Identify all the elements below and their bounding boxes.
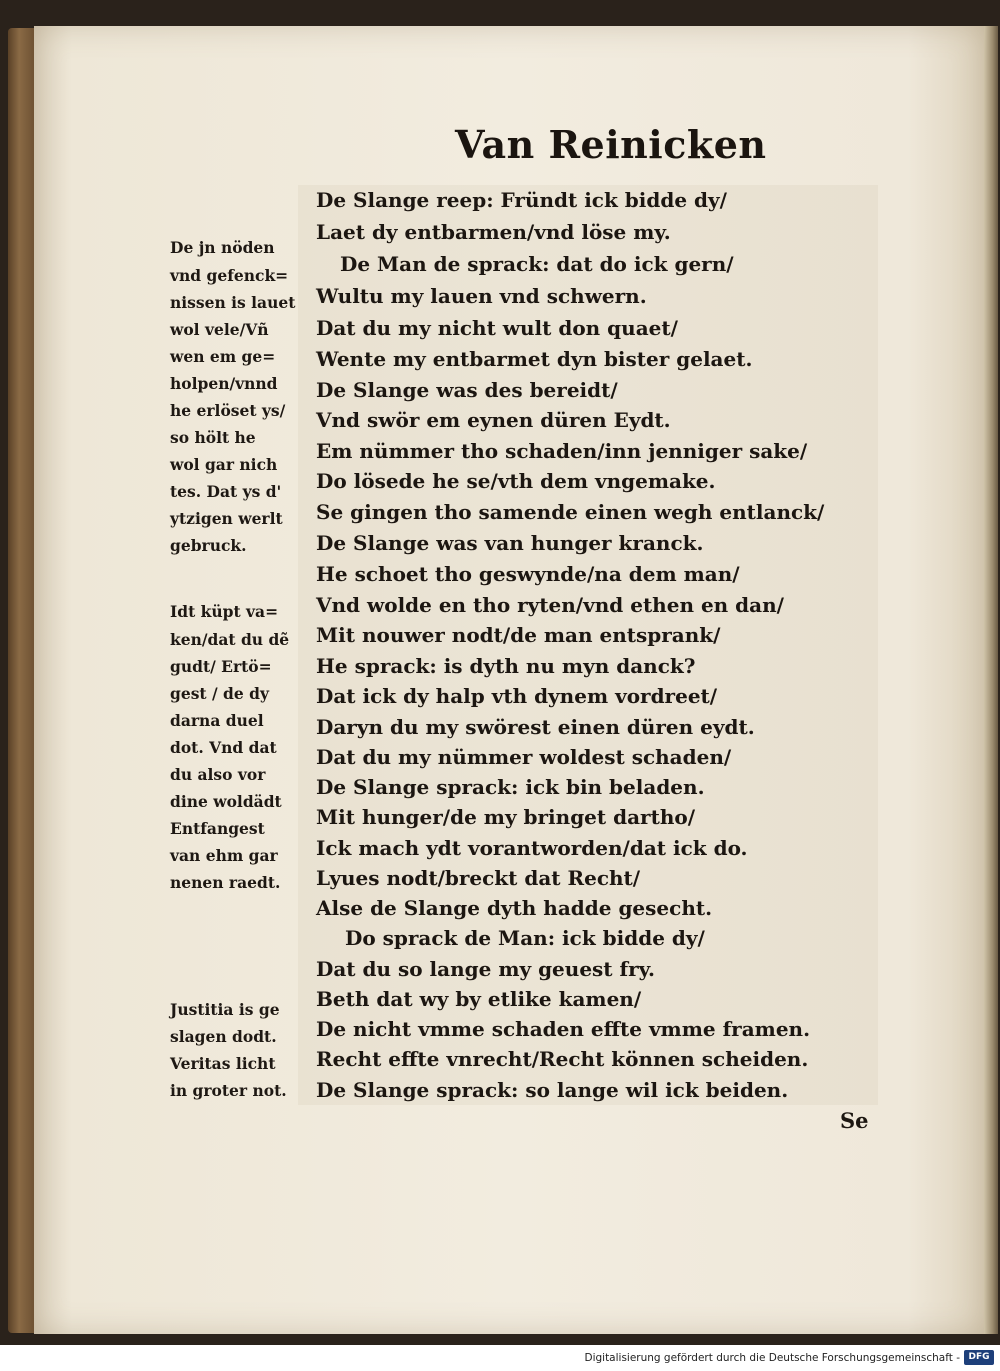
marginal-gloss: darna duel xyxy=(170,711,264,730)
marginal-gloss: so hölt he xyxy=(170,428,256,447)
marginal-gloss: De jn nöden xyxy=(170,238,275,257)
verse-line: Lyues nodt/breckt dat Recht/ xyxy=(316,866,641,890)
marginal-gloss: slagen dodt. xyxy=(170,1027,277,1046)
marginal-gloss: in groter not. xyxy=(170,1081,287,1100)
marginal-gloss: holpen/vnnd xyxy=(170,374,278,393)
verse-line: De Slange reep: Fründt ick bidde dy/ xyxy=(316,188,727,212)
verse-line: Wente my entbarmet dyn bister gelaet. xyxy=(316,347,753,371)
verse-line: Dat ick dy halp vth dynem vordreet/ xyxy=(316,684,718,708)
marginal-gloss: he erlöset ys/ xyxy=(170,401,286,420)
verse-line: De Slange was van hunger kranck. xyxy=(316,531,704,555)
verse-line: Do sprack de Man: ick bidde dy/ xyxy=(345,926,705,950)
verse-line: De Slange was des bereidt/ xyxy=(316,378,618,402)
marginal-gloss: dot. Vnd dat xyxy=(170,738,277,757)
marginal-gloss: wol gar nich xyxy=(170,455,278,474)
marginal-gloss: Entfangest xyxy=(170,819,265,838)
verse-line: Dat du my nümmer woldest schaden/ xyxy=(316,745,732,769)
marginal-gloss: vnd gefenck= xyxy=(170,266,289,285)
marginal-gloss: Veritas licht xyxy=(170,1054,276,1073)
verse-line: Em nümmer tho schaden/inn jenniger sake/ xyxy=(316,439,808,463)
verse-line: Alse de Slange dyth hadde gesecht. xyxy=(316,896,713,920)
marginal-gloss: tes. Dat ys d' xyxy=(170,482,282,501)
dfg-logo: DFG xyxy=(964,1350,994,1365)
catchword: Se xyxy=(840,1108,869,1133)
verse-line: De nicht vmme schaden effte vmme framen. xyxy=(316,1017,811,1041)
footer-credit: Digitalisierung gefördert durch die Deutsche Forschungsgemeinschaft - xyxy=(584,1352,960,1364)
marginal-gloss: gudt/ Ertö= xyxy=(170,657,272,676)
marginal-gloss: Idt küpt va= xyxy=(170,602,279,621)
book-binding-edge xyxy=(8,28,36,1333)
marginal-gloss: wen em ge= xyxy=(170,347,276,366)
marginal-gloss: dine woldädt xyxy=(170,792,282,811)
marginal-gloss: gebruck. xyxy=(170,536,247,555)
verse-line: De Man de sprack: dat do ick gern/ xyxy=(340,252,734,276)
verse-line: Wultu my lauen vnd schwern. xyxy=(316,284,647,308)
verse-line: Vnd swör em eynen düren Eydt. xyxy=(316,408,671,432)
marginal-gloss: nenen raedt. xyxy=(170,873,281,892)
marginal-gloss: ytzigen werlt xyxy=(170,509,283,528)
verse-line: He schoet tho geswynde/na dem man/ xyxy=(316,562,740,586)
verse-line: Beth dat wy by etlike kamen/ xyxy=(316,987,642,1011)
verse-line: Vnd wolde en tho ryten/vnd ethen en dan/ xyxy=(316,593,784,617)
marginal-gloss: Justitia is ge xyxy=(170,1000,280,1019)
verse-line: Se gingen tho samende einen wegh entlanck/ xyxy=(316,500,825,524)
verse-line: De Slange sprack: so lange wil ick beiden. xyxy=(316,1078,789,1102)
verse-line: Laet dy entbarmen/vnd löse my. xyxy=(316,220,671,244)
verse-line: Mit hunger/de my bringet dartho/ xyxy=(316,805,696,829)
verse-line: Daryn du my swörest einen düren eydt. xyxy=(316,715,755,739)
verse-line: Recht effte vnrecht/Recht können scheiden. xyxy=(316,1047,809,1071)
verse-line: Do lösede he se/vth dem vngemake. xyxy=(316,469,716,493)
marginal-gloss: du also vor xyxy=(170,765,266,784)
page-right-edge xyxy=(984,26,998,1334)
verse-line: He sprack: is dyth nu myn danck? xyxy=(316,654,696,678)
running-head: Van Reinicken xyxy=(455,122,767,167)
verse-line: Dat du my nicht wult don quaet/ xyxy=(316,316,678,340)
verse-line: De Slange sprack: ick bin beladen. xyxy=(316,775,705,799)
verse-line: Dat du so lange my geuest fry. xyxy=(316,957,655,981)
marginal-gloss: nissen is lauet xyxy=(170,293,296,312)
marginal-gloss: ken/dat du dẽ xyxy=(170,630,290,649)
marginal-gloss: wol vele/Vñ xyxy=(170,320,269,339)
marginal-gloss: gest / de dy xyxy=(170,684,269,703)
marginal-gloss: van ehm gar xyxy=(170,846,278,865)
verse-line: Mit nouwer nodt/de man entsprank/ xyxy=(316,623,721,647)
verse-line: Ick mach ydt vorantworden/dat ick do. xyxy=(316,836,748,860)
